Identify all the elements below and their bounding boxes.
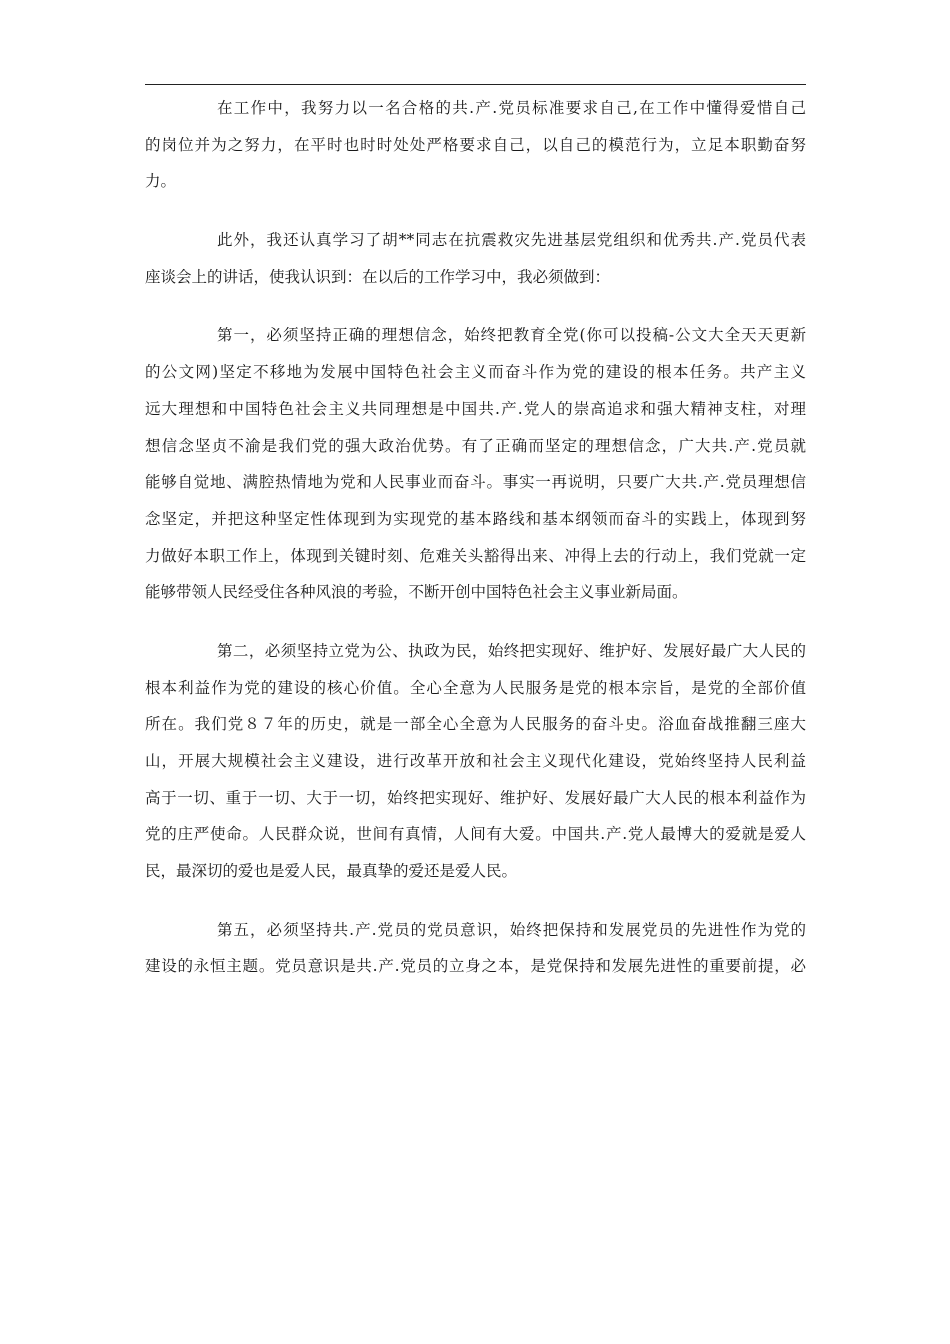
text-line: 能够自觉地、满腔热情地为党和人民事业而奋斗。事实一再说明，只要广大共.产.党员理想信	[145, 473, 806, 492]
paragraph-first	[145, 317, 806, 611]
paragraph-fifth	[145, 912, 806, 985]
text-line: 党的庄严使命。人民群众说，世间有真情，人间有大爱。中国共.产.党人最博大的爱就是爱人	[145, 825, 806, 844]
text-line: 想信念坚贞不渝是我们党的强大政治优势。有了正确而坚定的理想信念，广大共.产.党员就	[145, 436, 806, 455]
text-line: 能够带领人民经受住各种风浪的考验，不断开创中国特色社会主义事业新局面。	[145, 583, 688, 602]
text-line: 高于一切、重于一切、大于一切，始终把实现好、维护好、发展好最广大人民的根本利益作为	[145, 788, 806, 807]
text-line: 民，最深切的爱也是爱人民，最真挚的爱还是爱人民。	[145, 862, 518, 881]
header-rule	[145, 84, 806, 85]
text-line: 所在。我们党８７年的历史，就是一部全心全意为人民服务的奋斗史。浴血奋战推翻三座大	[145, 715, 806, 734]
text-line: 第二，必须坚持立党为公、执政为民，始终把实现好、维护好、发展好最广大人民的	[217, 641, 806, 660]
text-line: 第一，必须坚持正确的理想信念，始终把教育全党(你可以投稿-公文大全天天更新	[217, 326, 806, 345]
paragraph-second	[145, 633, 806, 890]
document-body	[145, 90, 806, 1007]
text-line: 的公文网)坚定不移地为发展中国特色社会主义而奋斗作为党的建设的根本任务。共产主义	[145, 363, 806, 382]
text-line: 远大理想和中国特色社会主义共同理想是中国共.产.党人的崇高追求和强大精神支柱，对理	[145, 399, 806, 418]
paragraph-work	[145, 90, 806, 200]
text-line: 力做好本职工作上，体现到关键时刻、危难关头豁得出来、冲得上去的行动上，我们党就一定	[145, 546, 806, 565]
text-line: 座谈会上的讲话，使我认识到：在以后的工作学习中，我必须做到：	[145, 267, 611, 286]
text-line: 根本利益作为党的建设的核心价值。全心全意为人民服务是党的根本宗旨，是党的全部价值	[145, 678, 806, 697]
text-line: 建设的永恒主题。党员意识是共.产.党员的立身之本，是党保持和发展先进性的重要前提，必	[145, 957, 806, 976]
text-line: 山，开展大规模社会主义建设，进行改革开放和社会主义现代化建设，党始终坚持人民利益	[145, 752, 806, 770]
text-line: 此外，我还认真学习了胡**同志在抗震救灾先进基层党组织和优秀共.产.党员代表	[217, 231, 806, 250]
text-line: 在工作中，我努力以一名合格的共.产.党员标准要求自己,在工作中懂得爱惜自己	[217, 99, 806, 117]
text-line: 力。	[145, 172, 177, 191]
text-line: 的岗位并为之努力，在平时也时时处处严格要求自己，以自己的模范行为，立足本职勤奋努	[145, 135, 806, 154]
paragraph-study	[145, 222, 806, 295]
text-line: 念坚定，并把这种坚定性体现到为实现党的基本路线和基本纲领而奋斗的实践上，体现到努	[145, 509, 806, 528]
text-line: 第五，必须坚持共.产.党员的党员意识，始终把保持和发展党员的先进性作为党的	[217, 920, 806, 939]
